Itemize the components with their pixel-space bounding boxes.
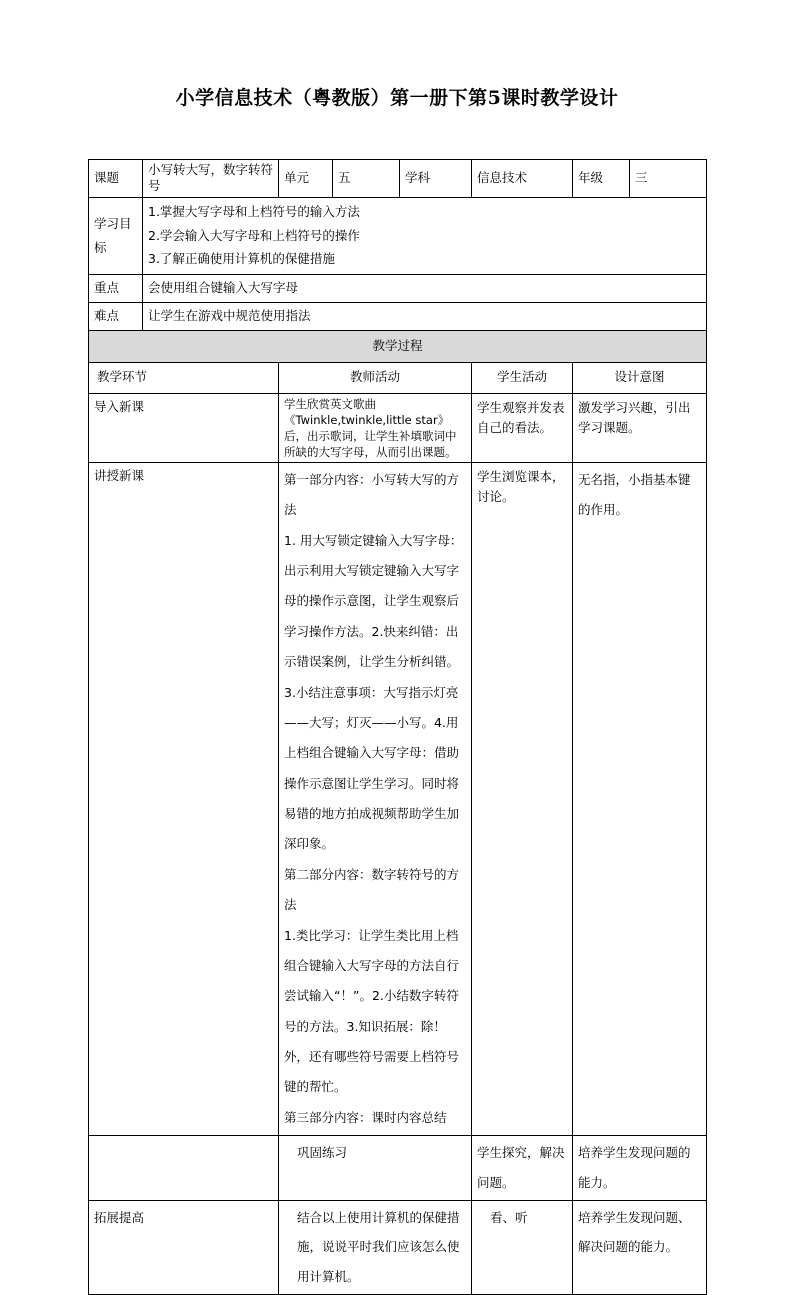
extend-intent: 培养学生发现问题、解决问题的能力。 xyxy=(573,1200,707,1294)
topic-value: 小写转大写，数字转符号 xyxy=(143,160,279,198)
goal-item: 1.掌握大写字母和上档符号的输入方法 xyxy=(148,203,360,219)
unit-value: 五 xyxy=(333,160,400,198)
goals-list xyxy=(143,197,707,274)
goals-label: 学习目标 xyxy=(89,197,143,274)
document-title: 小学信息技术（粤教版）第一册下第5课时教学设计 xyxy=(175,87,619,109)
practice-intent: 培养学生发现问题的能力。 xyxy=(573,1136,707,1201)
process-title: 教学过程 xyxy=(89,330,707,362)
teach-stage: 讲授新课 xyxy=(89,462,279,1135)
key-point-row xyxy=(89,274,707,302)
subject-value: 信息技术 xyxy=(472,160,573,198)
part3-heading: 第三部分内容：课时内容总结 xyxy=(284,1109,447,1125)
part1-body: 1. 用大写锁定键输入大写字母：出示利用大写锁定键输入大写字母的操作示意图，让学生观察后学习操作方法。2.快来纠错：出示错误案例，让学生分析纠错。3.小结注意事项：大写指示灯亮——大写；灯灭——小写。4.用上档组合键输入大写字母：借助操作示意图让学生学习。同时将易错的地方拍成视频帮助学生加深印象。 xyxy=(284,532,463,852)
key-point-text: 会使用组合键输入大写字母 xyxy=(143,274,707,302)
teach-intent: 无名指，小指基本键的作用。 xyxy=(573,462,707,1135)
info-row xyxy=(89,160,707,198)
practice-row xyxy=(89,1136,707,1201)
topic-label: 课题 xyxy=(89,160,143,198)
practice-stage xyxy=(89,1136,279,1201)
key-point-label: 重点 xyxy=(89,274,143,302)
goals-row xyxy=(89,197,707,274)
goal-item: 2.学会输入大写字母和上档符号的操作 xyxy=(148,227,360,243)
extend-stage: 拓展提高 xyxy=(89,1200,279,1294)
difficulty-row xyxy=(89,302,707,330)
extend-row xyxy=(89,1200,707,1294)
header-student: 学生活动 xyxy=(472,362,573,393)
teach-teacher xyxy=(279,462,472,1135)
header-stage: 教学环节 xyxy=(89,362,279,393)
difficulty-label: 难点 xyxy=(89,302,143,330)
practice-student: 学生探究，解决问题。 xyxy=(472,1136,573,1201)
goal-item: 3.了解正确使用计算机的保健措施 xyxy=(148,251,335,267)
unit-label: 单元 xyxy=(279,160,333,198)
intro-teacher: 学生欣赏英文歌曲《Twinkle,twinkle,little star》后，出示歌词，让学生补填歌词中所缺的大写字母，从而引出课题。 xyxy=(279,393,472,462)
teach-row xyxy=(89,462,707,1135)
grade-label: 年级 xyxy=(573,160,630,198)
header-intent: 设计意图 xyxy=(573,362,707,393)
part1-heading: 第一部分内容：小写转大写的方法 xyxy=(284,471,460,518)
teach-student: 学生浏览课本，讨论。 xyxy=(472,462,573,1135)
extend-student: 看、听 xyxy=(472,1200,573,1294)
intro-intent: 激发学习兴趣，引出学习课题。 xyxy=(573,393,707,462)
grade-value: 三 xyxy=(630,160,707,198)
intro-row xyxy=(89,393,707,462)
process-header-row xyxy=(89,362,707,393)
lesson-plan-table xyxy=(88,159,707,1295)
part2-body: 1.类比学习：让学生类比用上档组合键输入大写字母的方法自行尝试输入“！”。2.小结数字转符号的方法。3.知识拓展：除！外，还有哪些符号需要上档符号键的帮忙。 xyxy=(284,927,460,1095)
intro-student: 学生观察并发表自己的看法。 xyxy=(472,393,573,462)
extend-teacher: 结合以上使用计算机的保健措施，说说平时我们应该怎么使用计算机。 xyxy=(279,1200,472,1294)
intro-stage: 导入新课 xyxy=(89,393,279,462)
subject-label: 学科 xyxy=(400,160,472,198)
header-teacher: 教师活动 xyxy=(279,362,472,393)
difficulty-text: 让学生在游戏中规范使用指法 xyxy=(143,302,707,330)
part2-heading: 第二部分内容：数字转符号的方法 xyxy=(284,866,460,913)
practice-teacher: 巩固练习 xyxy=(279,1136,472,1201)
process-title-row xyxy=(89,330,707,362)
